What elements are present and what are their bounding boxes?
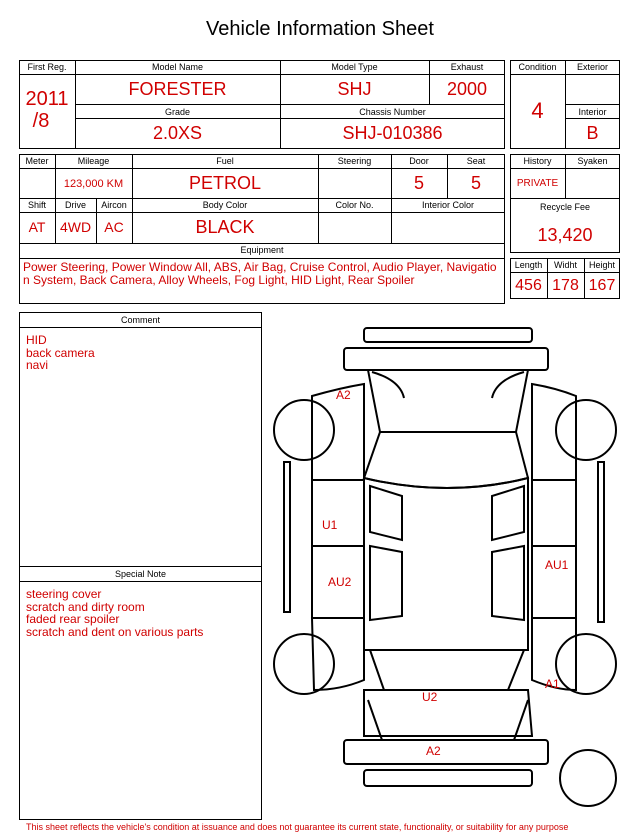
model-name-label: Model Name xyxy=(151,62,204,72)
door-rear-right xyxy=(532,546,576,618)
special-note-label: Special Note xyxy=(114,569,167,579)
exhaust-value: 2000 xyxy=(446,79,488,99)
page-title: Vehicle Information Sheet xyxy=(206,18,434,40)
model-name-value: FORESTER xyxy=(128,79,227,99)
history-label: History xyxy=(523,156,552,166)
interior-color-label: Interior Color xyxy=(421,200,475,210)
damage-mark-au2: AU2 xyxy=(328,575,352,589)
chassis-label: Chassis Number xyxy=(359,107,426,117)
aircon-label: Aircon xyxy=(101,200,127,210)
door-front-left xyxy=(312,480,364,546)
seat-label: Seat xyxy=(466,156,486,166)
comment-lines xyxy=(26,334,256,372)
body-color-label: Body Color xyxy=(202,200,248,210)
comment-line: HID xyxy=(26,333,47,347)
body-color-value: BLACK xyxy=(195,217,255,237)
color-no-label: Color No. xyxy=(335,200,374,210)
rear-window xyxy=(370,650,524,690)
drive-value: 4WD xyxy=(59,219,92,235)
tail-light-right xyxy=(514,700,528,740)
exhaust-label: Exhaust xyxy=(450,62,484,72)
rear-bumper xyxy=(344,740,548,764)
length-label: Length xyxy=(514,260,543,270)
headlight-right xyxy=(492,372,524,398)
front-bumper-upper xyxy=(364,328,532,342)
tail-light-left xyxy=(368,700,382,740)
shift-value: AT xyxy=(28,219,46,235)
exterior-label: Exterior xyxy=(576,62,608,72)
headlight-left xyxy=(372,372,404,398)
model-type-value: SHJ xyxy=(337,79,372,99)
equipment-label: Equipment xyxy=(240,245,284,255)
equipment-value: Power Steering, Power Window All, ABS, Air Bag, Cruise Control, Audio Player, Navigation System, Back Camera, Alloy Wheels, Fog Light, HID Light, Rear Spoiler xyxy=(23,260,497,287)
door-value: 5 xyxy=(413,173,424,193)
hood xyxy=(368,370,528,432)
window-front-left xyxy=(370,486,402,540)
car-damage-diagram xyxy=(270,318,625,818)
aircon-value: AC xyxy=(104,219,124,235)
damage-mark-u1: U1 xyxy=(322,518,338,532)
rear-bumper-lower xyxy=(364,770,532,786)
roof xyxy=(364,478,528,650)
damage-mark-a1: A1 xyxy=(545,677,560,691)
recycle-fee-label: Recycle Fee xyxy=(539,202,591,212)
comment-line: navi xyxy=(26,358,49,372)
special-note-line: steering cover xyxy=(26,587,102,601)
window-rear-left xyxy=(370,546,402,620)
seat-value: 5 xyxy=(470,173,481,193)
comment-label: Comment xyxy=(120,315,160,325)
shift-label: Shift xyxy=(27,200,46,210)
fuel-value: PETROL xyxy=(188,173,262,193)
spare-wheel xyxy=(560,750,616,806)
interior-label: Interior xyxy=(578,107,607,117)
condition-label: Condition xyxy=(518,62,557,72)
disclaimer-footer: This sheet reflects the vehicle's condition at issuance and does not guarantee its current state, functionality, or suitability for any purpose xyxy=(26,822,569,832)
history-value: PRIVATE xyxy=(516,178,559,189)
wheel-front-left xyxy=(274,400,334,460)
steering-label: Steering xyxy=(337,156,372,166)
interior-value: B xyxy=(586,123,599,143)
syaken-label: Syaken xyxy=(577,156,608,166)
special-note-lines xyxy=(26,588,256,638)
side-strip-right xyxy=(598,462,604,622)
damage-mark-a2-rear: A2 xyxy=(426,744,441,758)
wheel-front-right xyxy=(556,400,616,460)
mileage-value: 123,000 KM xyxy=(63,178,124,190)
comment-line: back camera xyxy=(26,345,95,360)
special-note-line: scratch and dirty room xyxy=(26,599,145,614)
height-value: 167 xyxy=(588,277,616,294)
first-reg-month: /8 xyxy=(32,110,50,132)
mileage-label: Mileage xyxy=(77,156,110,166)
fuel-label: Fuel xyxy=(216,156,234,166)
side-strip-left xyxy=(284,462,290,612)
length-value: 456 xyxy=(515,277,542,294)
special-note-line: faded rear spoiler xyxy=(26,612,120,626)
chassis-value: SHJ-010386 xyxy=(342,123,443,143)
door-label: Door xyxy=(409,156,429,166)
front-bumper xyxy=(344,348,548,370)
fender-rear-left xyxy=(312,618,364,690)
width-label: Widht xyxy=(553,260,577,270)
model-type-label: Model Type xyxy=(331,62,378,72)
first-reg-year: 2011 xyxy=(25,88,69,110)
special-note-line: scratch and dent on various parts xyxy=(26,624,204,639)
grade-value: 2.0XS xyxy=(152,123,203,143)
window-rear-right xyxy=(492,546,524,620)
windshield xyxy=(364,432,528,488)
damage-mark-u2: U2 xyxy=(422,690,438,704)
damage-mark-au1: AU1 xyxy=(545,558,569,572)
wheel-rear-left xyxy=(274,634,334,694)
meter-label: Meter xyxy=(25,156,49,166)
wheel-rear-right xyxy=(556,634,616,694)
window-front-right xyxy=(492,486,524,540)
recycle-fee-value: 13,420 xyxy=(537,225,593,245)
width-value: 178 xyxy=(552,277,579,294)
first-reg-label: First Reg. xyxy=(27,62,67,72)
drive-label: Drive xyxy=(64,200,86,210)
grade-label: Grade xyxy=(164,107,190,117)
height-label: Height xyxy=(588,260,615,270)
condition-value: 4 xyxy=(531,98,544,123)
tailgate xyxy=(364,690,532,736)
damage-mark-a2-front: A2 xyxy=(336,388,351,402)
door-front-right xyxy=(532,480,576,546)
fender-front-right xyxy=(532,384,576,480)
